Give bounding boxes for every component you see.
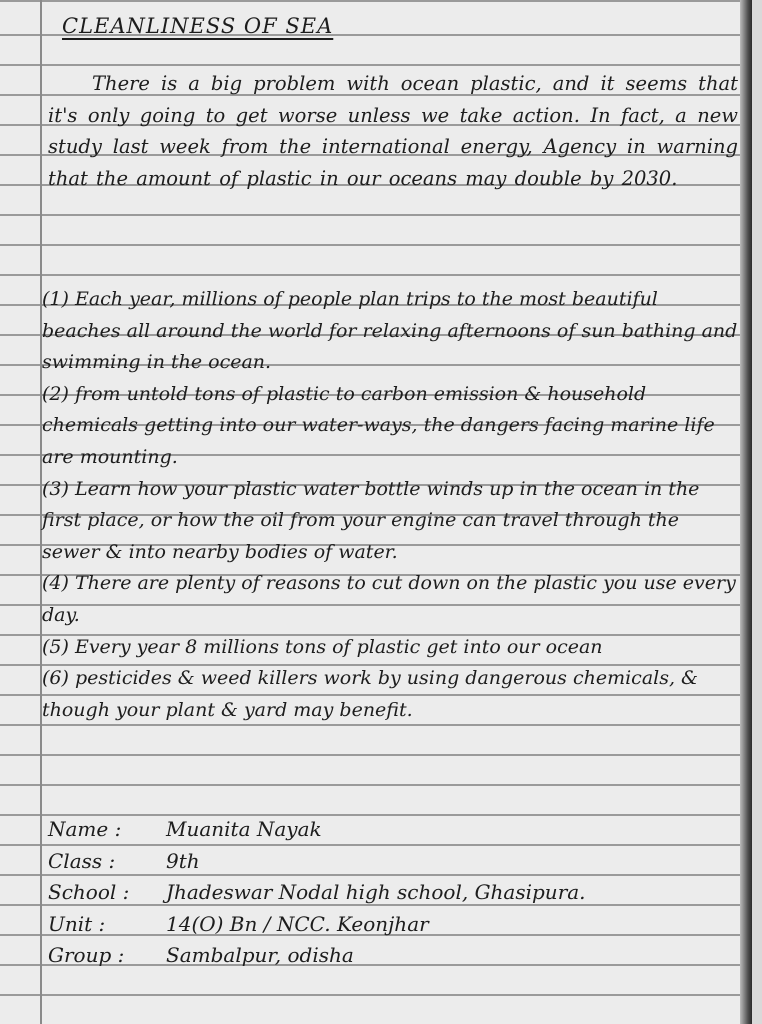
student-unit: 14(O) Bn / NCC. Keonjhar — [166, 911, 429, 936]
list-item: (3) Learn how your plastic water bottle winds up in the ocean in the first place, or how the oil from your engine can travel through the sewer & into nearby bodies of water. — [42, 477, 700, 563]
student-school: Jhadeswar Nodal high school, Ghasipura. — [166, 880, 586, 904]
student-details — [48, 814, 738, 972]
detail-row-name — [48, 814, 738, 846]
detail-row-group — [48, 940, 738, 972]
list-item: (5) Every year 8 millions tons of plastic get into our ocean — [42, 635, 603, 658]
detail-label: Class : — [48, 848, 116, 873]
list-item: (2) from untold tons of plastic to carbon emission & household chemicals getting into our water-ways, the dangers facing marine life are mounting. — [42, 382, 715, 468]
points-list — [42, 284, 738, 726]
list-item: (1) Each year, millions of people plan trips to the most beautiful beaches all around the world for relaxing afternoons of sun bathing and swimming in the ocean. — [42, 288, 738, 374]
detail-row-school — [48, 877, 738, 909]
student-class: 9th — [166, 848, 200, 873]
detail-row-unit — [48, 909, 738, 941]
notebook-binding-edge — [740, 0, 752, 1024]
intro-paragraph: There is a big problem with ocean plastic, and it seems that it's only going to get worse unless we take action. In fact, a new study last week from the international energy, Agency in warning that the amount of plastic in our oceans may double by 2030. — [48, 72, 738, 190]
list-item: (4) There are plenty of reasons to cut down on the plastic you use every day. — [42, 572, 736, 626]
essay-title: CLEANLINESS OF SEA — [62, 14, 334, 38]
detail-label: Unit : — [48, 911, 106, 936]
detail-label: School : — [48, 880, 130, 904]
detail-label: Group : — [48, 943, 125, 967]
detail-label: Name : — [48, 817, 122, 841]
list-item: (6) pesticides & weed killers work by using dangerous chemicals, & though your plant & yard may benefit. — [42, 667, 698, 721]
student-name: Muanita Nayak — [166, 817, 322, 841]
detail-row-class — [48, 846, 738, 878]
student-group: Sambalpur, odisha — [166, 943, 354, 967]
